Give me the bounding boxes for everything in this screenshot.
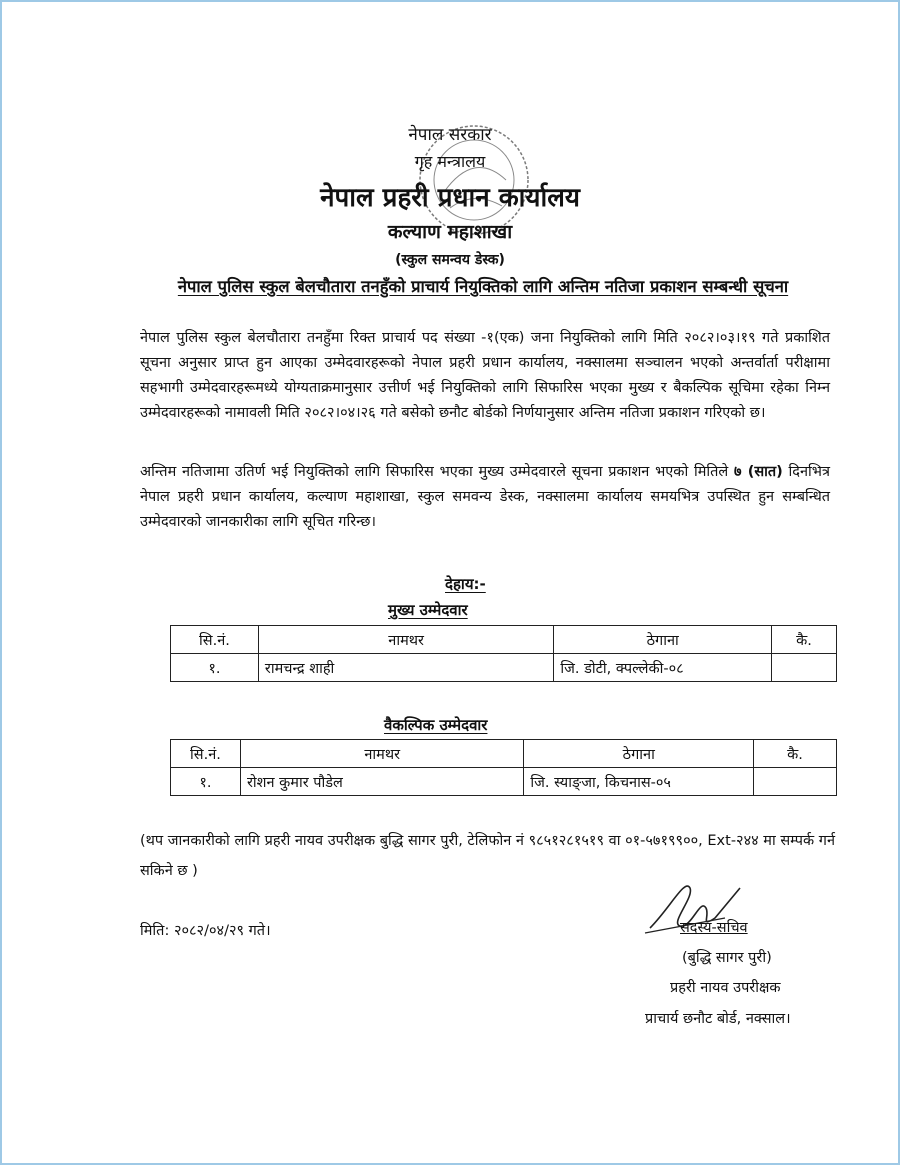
- paragraph-2-lead: अन्तिम नतिजामा उतिर्ण भई नियुक्तिको लागि सिफारिस भएका मुख्य उम्मेदवारले सूचना प्रकाशन भएको मितिले: [140, 464, 729, 480]
- cell-serial: १.: [171, 768, 241, 796]
- main-candidates-table: [170, 625, 837, 682]
- col-address: ठेगाना: [524, 740, 754, 768]
- cell-name: रोशन कुमार पौडेल: [240, 768, 523, 796]
- ministry-title: गृह मन्त्रालय: [414, 152, 486, 171]
- signatory-role: सदस्य-सचिव: [680, 920, 748, 936]
- body-paragraph-1: नेपाल पुलिस स्कुल बेलचौतारा तनहुँमा रिक्त प्राचार्य पद संख्या -१(एक) जना नियुक्तिको लागि मिति २०८२।०३।१९ गते प्रकाशित सूचना अनुसार प्राप्त हुन आएका उम्मेदवारहरूको नेपाल प्रहरी प्रधान कार्यालय, नक्सालमा सञ्चालन भएको अन्तर्वार्ता परीक्षामा सहभागी उम्मेदवारहरूमध्ये योग्यताक्रमानुसार उत्तीर्ण भई नियुक्तिको लागि सिफारिस भएका मुख्य र बैकल्पिक सूचिमा रहेका निम्न उम्मेदवारहरूको नामावली मिति २०८२।०४।२६ गते बसेको छनौट बोर्डको निर्णयानुसार अन्तिम नतिजा प्रकाशन गरिएको छ।: [140, 330, 830, 421]
- signatory-name: (बुद्धि सागर पुरी): [682, 950, 772, 966]
- cell-address: जि. डोटी, क्पल्लेकी-०८: [554, 654, 772, 682]
- cell-remarks: [754, 768, 837, 796]
- notice-date: मिति: २०८२/०४/२९ गते।: [140, 923, 271, 939]
- branch-title: कल्याण महाशाखा: [387, 221, 513, 243]
- col-name: नामथर: [240, 740, 523, 768]
- annex-label: देहाय:-: [445, 575, 486, 593]
- paragraph-2-deadline: ७ (सात): [733, 464, 783, 480]
- col-remarks: कै.: [754, 740, 837, 768]
- cell-serial: १.: [171, 654, 259, 682]
- contact-note: (थप जानकारीको लागि प्रहरी नायव उपरीक्षक बुद्धि सागर पुरी, टेलिफोन नं ९८५१२८१५१९ वा ०१-५७१९९००, Ext-२४४ मा सम्पर्क गर्न सकिने छ ): [140, 833, 835, 879]
- signatory-board: प्राचार्य छनौट बोर्ड, नक्साल।: [645, 1011, 791, 1027]
- cell-name: रामचन्द्र शाही: [258, 654, 553, 682]
- alternate-candidates-table: [170, 739, 837, 796]
- col-address: ठेगाना: [554, 626, 772, 654]
- col-serial: सि.नं.: [171, 626, 259, 654]
- body-paragraph-2: [140, 460, 830, 535]
- col-serial: सि.नं.: [171, 740, 241, 768]
- main-candidates-title: मुख्य उम्मेदवार: [388, 601, 468, 619]
- office-title: नेपाल प्रहरी प्रधान कार्यालय: [320, 183, 580, 213]
- col-remarks: कै.: [772, 626, 837, 654]
- signatory-rank: प्रहरी नायव उपरीक्षक: [670, 980, 781, 996]
- table-header-row: [171, 740, 837, 768]
- table-row: [171, 654, 837, 682]
- paragraph-2-rest: दिनभित्र नेपाल प्रहरी प्रधान कार्यालय, कल्याण महाशाखा, स्कुल समवन्य डेस्क, नक्सालमा कार्यालय समयभित्र उपस्थित हुन सम्बन्धित उम्मेदवारको जानकारीका लागि सूचित गरिन्छ।: [140, 464, 831, 530]
- table-header-row: [171, 626, 837, 654]
- cell-address: जि. स्याङ्जा, किचनास-०५: [524, 768, 754, 796]
- table-row: [171, 768, 837, 796]
- notice-subject: नेपाल पुलिस स्कुल बेलचौतारा तनहुँको प्राचार्य नियुक्तिको लागि अन्तिम नतिजा प्रकाशन सम्बन्धी सूचना: [177, 277, 789, 296]
- col-name: नामथर: [258, 626, 553, 654]
- cell-remarks: [772, 654, 837, 682]
- government-title: नेपाल सरकार: [408, 125, 492, 145]
- alternate-candidates-title: वैकल्पिक उम्मेदवार: [384, 716, 488, 734]
- desk-title: (स्कुल समन्वय डेस्क): [395, 252, 505, 268]
